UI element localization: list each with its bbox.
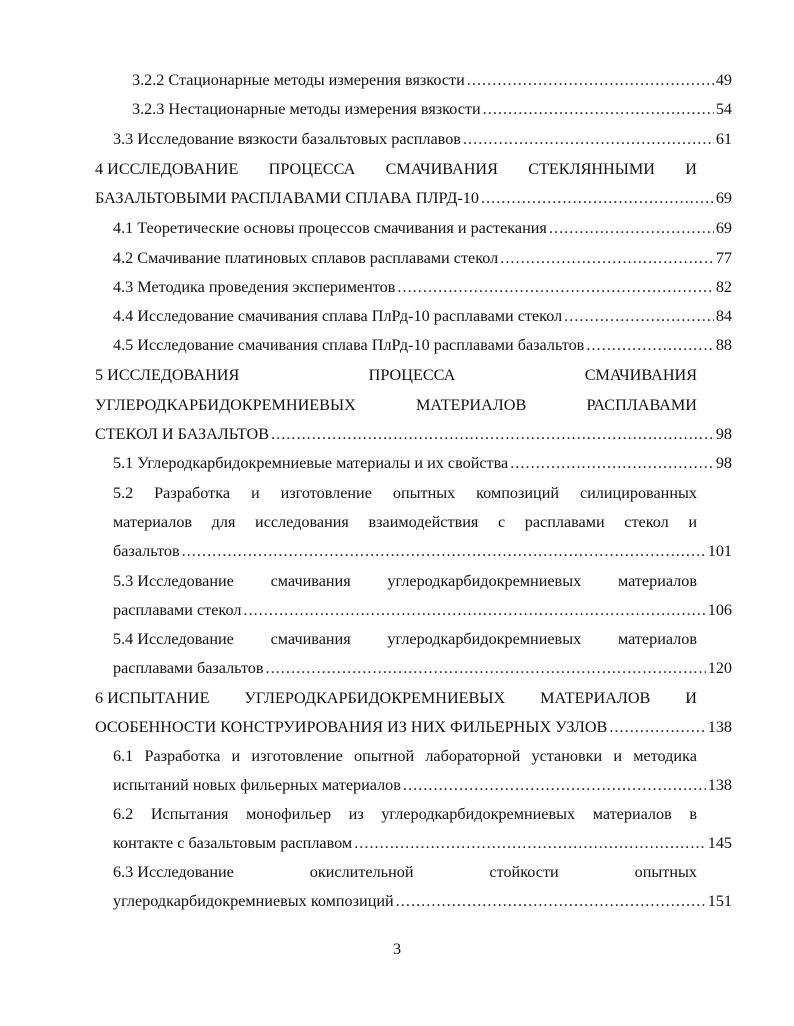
toc-entry[interactable]	[95, 713, 732, 742]
word: изготовление	[251, 747, 343, 765]
leader-dots	[586, 331, 714, 360]
leader-dots	[271, 420, 714, 449]
toc-entry-line[interactable]	[113, 800, 697, 829]
toc-entry[interactable]	[95, 420, 732, 449]
toc-entry[interactable]	[113, 771, 732, 800]
word: СТЕКЛЯННЫМИ	[528, 160, 655, 178]
toc-entry-line[interactable]	[113, 742, 697, 771]
word: смачивания	[270, 572, 351, 590]
toc-entry[interactable]	[95, 184, 732, 213]
leader-dots	[483, 95, 714, 124]
word: УГЛЕРОДКАРБИДОКРЕМНИЕВЫХ	[95, 396, 356, 414]
toc-entry[interactable]	[113, 596, 732, 625]
word: материалов	[617, 630, 697, 648]
word: стекол	[624, 513, 669, 531]
toc-entry-title: 3.2.2 Стационарные методы измерения вязкости	[132, 71, 465, 89]
toc-entry-page: 120	[707, 659, 732, 677]
leader-dots	[500, 244, 714, 273]
word: опытной	[353, 747, 415, 765]
leader-dots	[182, 537, 706, 566]
word: углеродкарбидокремниевых	[381, 805, 576, 823]
leader-dots	[397, 273, 713, 302]
word: МАТЕРИАЛОВ	[415, 396, 527, 414]
toc-entry-page: 98	[715, 425, 732, 443]
toc-entry-title: испытаний новых фильерных материалов	[113, 776, 401, 794]
word: с	[497, 513, 506, 531]
word: в	[689, 805, 697, 823]
toc-entry-title: базальтов	[113, 542, 180, 560]
word: монофильер	[246, 805, 332, 823]
toc-chapter-heading-line[interactable]	[95, 684, 697, 713]
leader-dots	[549, 214, 714, 243]
word: 5.3 Исследование	[113, 572, 234, 590]
toc-chapter-heading-line[interactable]	[95, 361, 697, 390]
toc-entry-page: 49	[715, 71, 732, 89]
word: 6.1	[113, 747, 134, 765]
word: углеродкарбидокремниевых	[387, 630, 582, 648]
toc-entry[interactable]	[113, 537, 732, 566]
toc-entry[interactable]	[132, 95, 732, 124]
word: и	[688, 513, 697, 531]
word: углеродкарбидокремниевых	[387, 572, 582, 590]
word: окислительной	[309, 863, 414, 881]
toc-entry-title: контакте с базальтовым расплавом	[113, 834, 353, 852]
toc-entry-title: 4.3 Методика проведения экспериментов	[113, 278, 396, 296]
toc-entry[interactable]	[113, 214, 732, 243]
toc-entry-page: 69	[715, 219, 732, 237]
leader-dots	[609, 713, 705, 742]
toc-entry[interactable]	[113, 125, 732, 154]
word: и	[231, 747, 241, 765]
toc-entry-title: 4.2 Смачивание платиновых сплавов расплавами стекол	[113, 249, 499, 267]
toc-entry[interactable]	[113, 887, 732, 916]
leader-dots	[564, 302, 714, 331]
leader-dots	[396, 887, 706, 916]
leader-dots	[510, 449, 714, 478]
leader-dots	[403, 771, 706, 800]
word: ПРОЦЕССА	[368, 366, 456, 384]
toc-entry[interactable]	[113, 244, 732, 273]
leader-dots	[243, 596, 705, 625]
word: СМАЧИВАНИЯ	[385, 160, 498, 178]
word: стойкости	[489, 863, 559, 881]
word: установки	[531, 747, 603, 765]
word: композиций	[476, 484, 560, 502]
word: И	[685, 160, 697, 178]
toc-entry-page: 88	[715, 336, 732, 354]
word: 5.4 Исследование	[113, 630, 234, 648]
toc-entry-title: 3.3 Исследование вязкости базальтовых расплавов	[113, 130, 461, 148]
word: Разработка	[144, 747, 221, 765]
word: МАТЕРИАЛОВ	[540, 689, 651, 707]
leader-dots	[481, 184, 714, 213]
toc-entry-title: БАЗАЛЬТОВЫМИ РАСПЛАВАМИ СПЛАВА ПЛРД-10	[95, 189, 479, 207]
toc-entry-title: 4.5 Исследование смачивания сплава ПлРд-10 расплавами базальтов	[113, 336, 585, 354]
toc-entry[interactable]	[113, 449, 732, 478]
toc-entry-title: углеродкарбидокремниевых композиций	[113, 892, 394, 910]
word: опытных	[392, 484, 456, 502]
word: Испытания	[150, 805, 229, 823]
toc-entry-page: 98	[715, 454, 732, 472]
toc-entry-title: расплавами базальтов	[113, 659, 264, 677]
toc-chapter-heading-line[interactable]	[95, 391, 697, 420]
page-number: 3	[392, 940, 402, 958]
toc-entry-title: 5.1 Углеродкарбидокремниевые материалы и их свойства	[113, 454, 509, 472]
word: материалов	[617, 572, 697, 590]
word: лабораторной	[425, 747, 521, 765]
word: РАСПЛАВАМИ	[586, 396, 697, 414]
word: СМАЧИВАНИЯ	[584, 366, 697, 384]
toc-entry[interactable]	[113, 302, 732, 331]
toc-entry-page: 106	[707, 601, 732, 619]
toc-entry-page: 101	[707, 542, 732, 560]
toc-entry-page: 145	[707, 834, 732, 852]
word: расплавами	[524, 513, 605, 531]
word: 6 ИСПЫТАНИЕ	[95, 689, 210, 707]
word: Разработка	[154, 484, 231, 502]
toc-entry-page: 138	[707, 718, 732, 736]
toc-entry[interactable]	[113, 273, 732, 302]
word: И	[685, 689, 697, 707]
toc-entry-line[interactable]	[113, 479, 697, 508]
toc-entry[interactable]	[113, 654, 732, 683]
toc-entry[interactable]	[113, 829, 732, 858]
toc-entry-page: 84	[715, 307, 732, 325]
toc-entry-title: 4.1 Теоретические основы процессов смачивания и растекания	[113, 219, 547, 237]
word: материалов	[592, 805, 672, 823]
leader-dots	[467, 66, 714, 95]
toc-entry-page: 151	[707, 892, 732, 910]
toc-entry-page: 54	[715, 100, 732, 118]
toc-entry-title: расплавами стекол	[113, 601, 242, 619]
word: изготовление	[280, 484, 372, 502]
word: из	[348, 805, 364, 823]
toc-entry-page: 138	[707, 776, 732, 794]
word: и	[250, 484, 260, 502]
word: 6.3 Исследование	[113, 863, 234, 881]
word: опытных	[634, 863, 697, 881]
toc-entry-page: 82	[715, 278, 732, 296]
leader-dots	[463, 125, 714, 154]
toc-entry-page: 69	[715, 189, 732, 207]
toc-entry-line[interactable]	[113, 567, 697, 596]
toc-entry-line[interactable]	[113, 858, 697, 887]
toc-entry-page: 61	[715, 130, 732, 148]
toc-entry-line[interactable]	[113, 508, 697, 537]
toc-entry-title: 3.2.3 Нестационарные методы измерения вязкости	[132, 100, 481, 118]
toc-entry-title: ОСОБЕННОСТИ КОНСТРУИРОВАНИЯ ИЗ НИХ ФИЛЬЕРНЫХ УЗЛОВ	[95, 718, 608, 736]
toc-entry-page: 77	[715, 249, 732, 267]
word: для	[211, 513, 236, 531]
word: силицированных	[579, 484, 697, 502]
toc-entry[interactable]	[113, 331, 732, 360]
word: 4 ИССЛЕДОВАНИЕ	[95, 160, 239, 178]
leader-dots	[354, 829, 706, 858]
word: 5 ИССЛЕДОВАНИЯ	[95, 366, 240, 384]
toc-entry-line[interactable]	[113, 625, 697, 654]
toc-chapter-heading-line[interactable]	[95, 155, 697, 184]
word: ПРОЦЕССА	[268, 160, 356, 178]
word: взаимодействия	[368, 513, 479, 531]
toc-entry[interactable]	[132, 66, 732, 95]
word: исследования	[255, 513, 349, 531]
toc-entry-title: 4.4 Исследование смачивания сплава ПлРд-10 расплавами стекол	[113, 307, 563, 325]
word: 6.2	[113, 805, 134, 823]
word: УГЛЕРОДКАРБИДОКРЕМНИЕВЫХ	[244, 689, 506, 707]
word: материалов	[113, 513, 193, 531]
word: и	[613, 747, 623, 765]
word: 5.2	[113, 484, 134, 502]
word: смачивания	[270, 630, 351, 648]
word: методика	[633, 747, 697, 765]
leader-dots	[266, 654, 706, 683]
toc-entry-title: СТЕКОЛ И БАЗАЛЬТОВ	[95, 425, 269, 443]
